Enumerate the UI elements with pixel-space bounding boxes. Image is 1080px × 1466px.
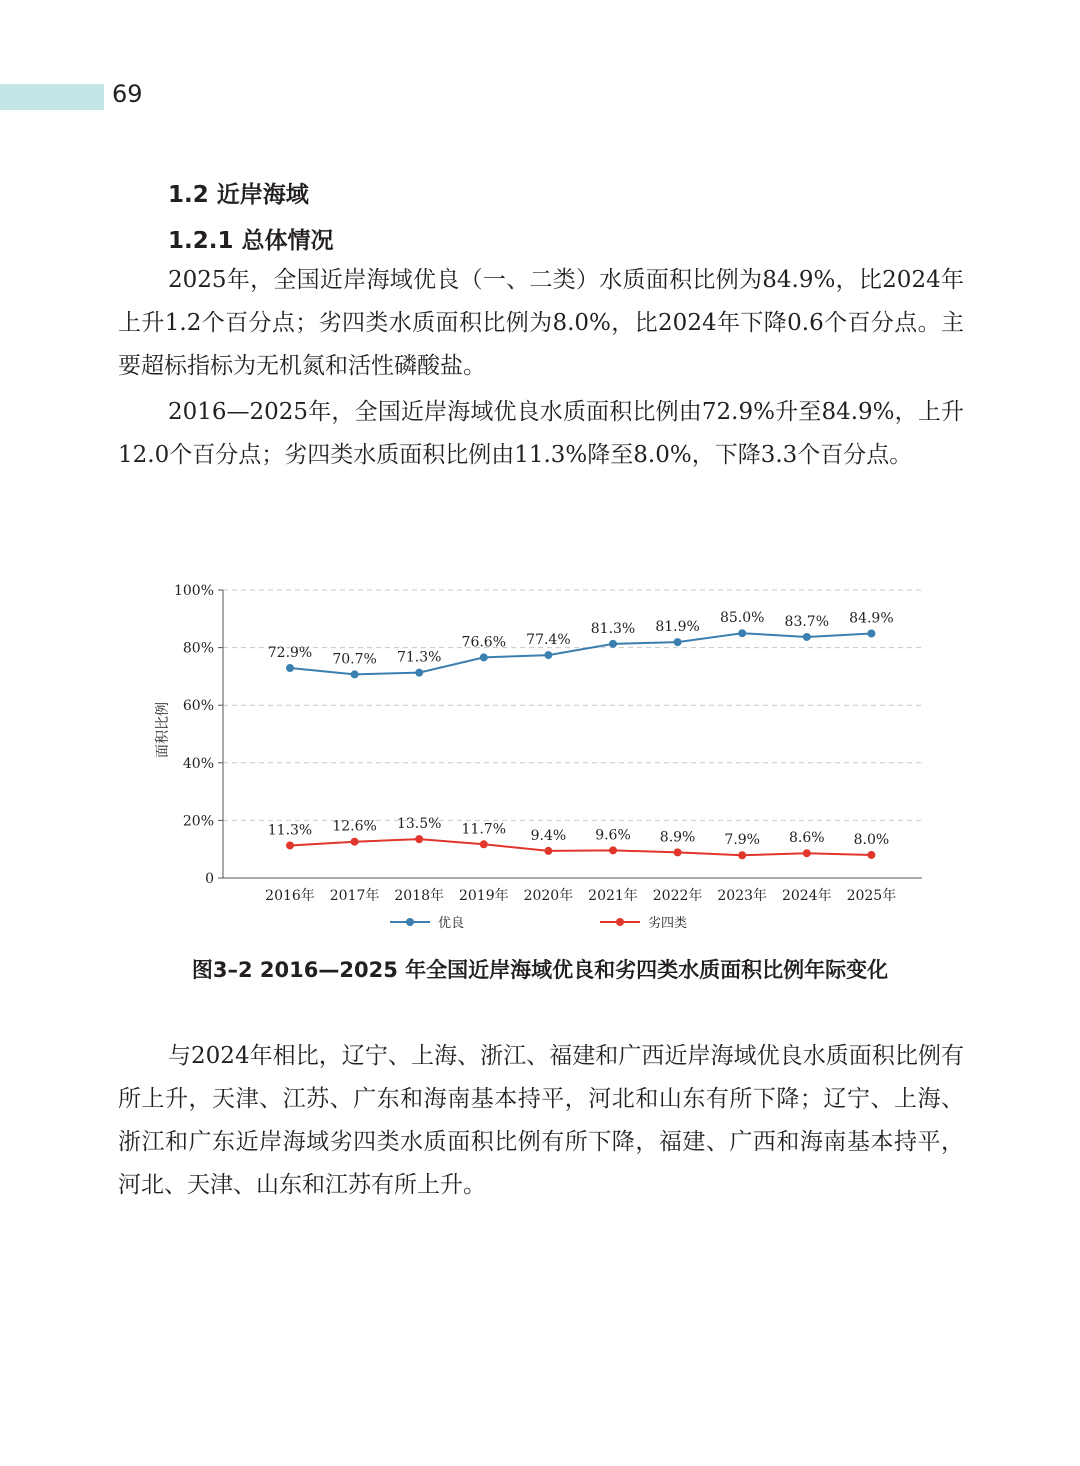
x-tick-label: 2022年 (652, 888, 703, 904)
data-point (351, 670, 359, 678)
data-point (609, 846, 617, 854)
data-label: 76.6% (461, 634, 507, 651)
page-header-band (0, 84, 104, 110)
chart-svg (150, 570, 940, 940)
data-label: 8.0% (853, 831, 890, 848)
legend-marker (406, 918, 414, 926)
data-label: 84.9% (849, 610, 894, 627)
data-label: 77.4% (526, 632, 571, 649)
series-line-0 (290, 633, 871, 674)
data-label: 81.3% (590, 620, 636, 637)
data-label: 83.7% (784, 613, 830, 630)
data-point (286, 664, 294, 672)
data-label: 85.0% (719, 610, 765, 627)
section-heading: 1.2 近岸海域 (168, 182, 309, 208)
x-tick-label: 2024年 (781, 888, 832, 904)
y-tick-label: 100% (173, 583, 214, 599)
line-chart (150, 570, 940, 940)
series-line-1 (290, 839, 871, 855)
paragraph-trend: 2016—2025年，全国近岸海域优良水质面积比例由72.9%升至84.9%，上升12.0个百分点；劣四类水质面积比例由11.3%降至8.0%，下降3.3个百分点。 (118, 399, 964, 468)
legend-label: 劣四类 (648, 916, 688, 931)
x-tick-label: 2016年 (265, 888, 315, 904)
data-point (674, 848, 682, 856)
data-label: 8.6% (789, 830, 825, 847)
data-label: 12.6% (332, 818, 377, 835)
x-tick-label: 2020年 (523, 888, 574, 904)
data-point (544, 651, 552, 659)
data-point (609, 640, 617, 648)
data-point (286, 841, 294, 849)
x-tick-label: 2019年 (458, 888, 509, 904)
x-tick-label: 2021年 (588, 888, 638, 904)
paragraph-provinces: 与2024年相比，辽宁、上海、浙江、福建和广西近岸海域优良水质面积比例有所上升，天津、江苏、广东和海南基本持平，河北和山东有所下降；辽宁、上海、浙江和广东近岸海域劣四类水质面积比例有所下降，福建、广西和海南基本持平，河北、天津、山东和江苏有所上升。 (118, 1043, 964, 1198)
data-point (803, 633, 811, 641)
y-tick-label: 40% (182, 755, 214, 772)
y-tick-label: 80% (182, 640, 214, 657)
data-label: 72.9% (267, 645, 313, 662)
data-point (544, 847, 552, 855)
y-tick-label: 60% (182, 698, 214, 715)
data-point (480, 840, 488, 848)
data-point (867, 851, 875, 859)
legend-marker (616, 918, 624, 926)
x-tick-label: 2025年 (846, 888, 897, 904)
data-point (415, 835, 423, 843)
data-label: 9.4% (530, 827, 567, 844)
data-point (415, 669, 423, 677)
data-label: 11.7% (461, 821, 507, 838)
data-point (738, 629, 746, 637)
data-label: 13.5% (396, 816, 442, 833)
figure-caption: 图3–2 2016—2025 年全国近岸海域优良和劣四类水质面积比例年际变化 (191, 958, 889, 982)
data-point (351, 838, 359, 846)
data-point (480, 653, 488, 661)
subsection-heading: 1.2.1 总体情况 (168, 228, 334, 254)
data-label: 9.6% (595, 827, 631, 844)
data-point (803, 849, 811, 857)
y-tick-label: 20% (182, 813, 214, 830)
data-label: 71.3% (396, 649, 442, 666)
legend-label: 优良 (438, 916, 465, 931)
data-label: 70.7% (332, 651, 377, 668)
data-point (738, 851, 746, 859)
data-label: 11.3% (267, 822, 313, 839)
data-label: 8.9% (659, 829, 696, 846)
x-tick-label: 2023年 (717, 888, 768, 904)
y-tick-label: 0 (205, 871, 214, 887)
x-tick-label: 2017年 (329, 888, 380, 904)
data-point (867, 629, 875, 637)
paragraph-overview: 2025年，全国近岸海域优良（一、二类）水质面积比例为84.9%，比2024年上升1.2个百分点；劣四类水质面积比例为8.0%，比2024年下降0.6个百分点。主要超标指标为无机氮和活性磷酸盐。 (118, 267, 964, 379)
data-label: 81.9% (655, 619, 700, 636)
page-number: 69 (112, 80, 143, 108)
data-label: 7.9% (724, 832, 760, 849)
data-point (674, 638, 682, 646)
y-axis-label: 面积比例 (155, 702, 171, 758)
x-tick-label: 2018年 (394, 888, 445, 904)
